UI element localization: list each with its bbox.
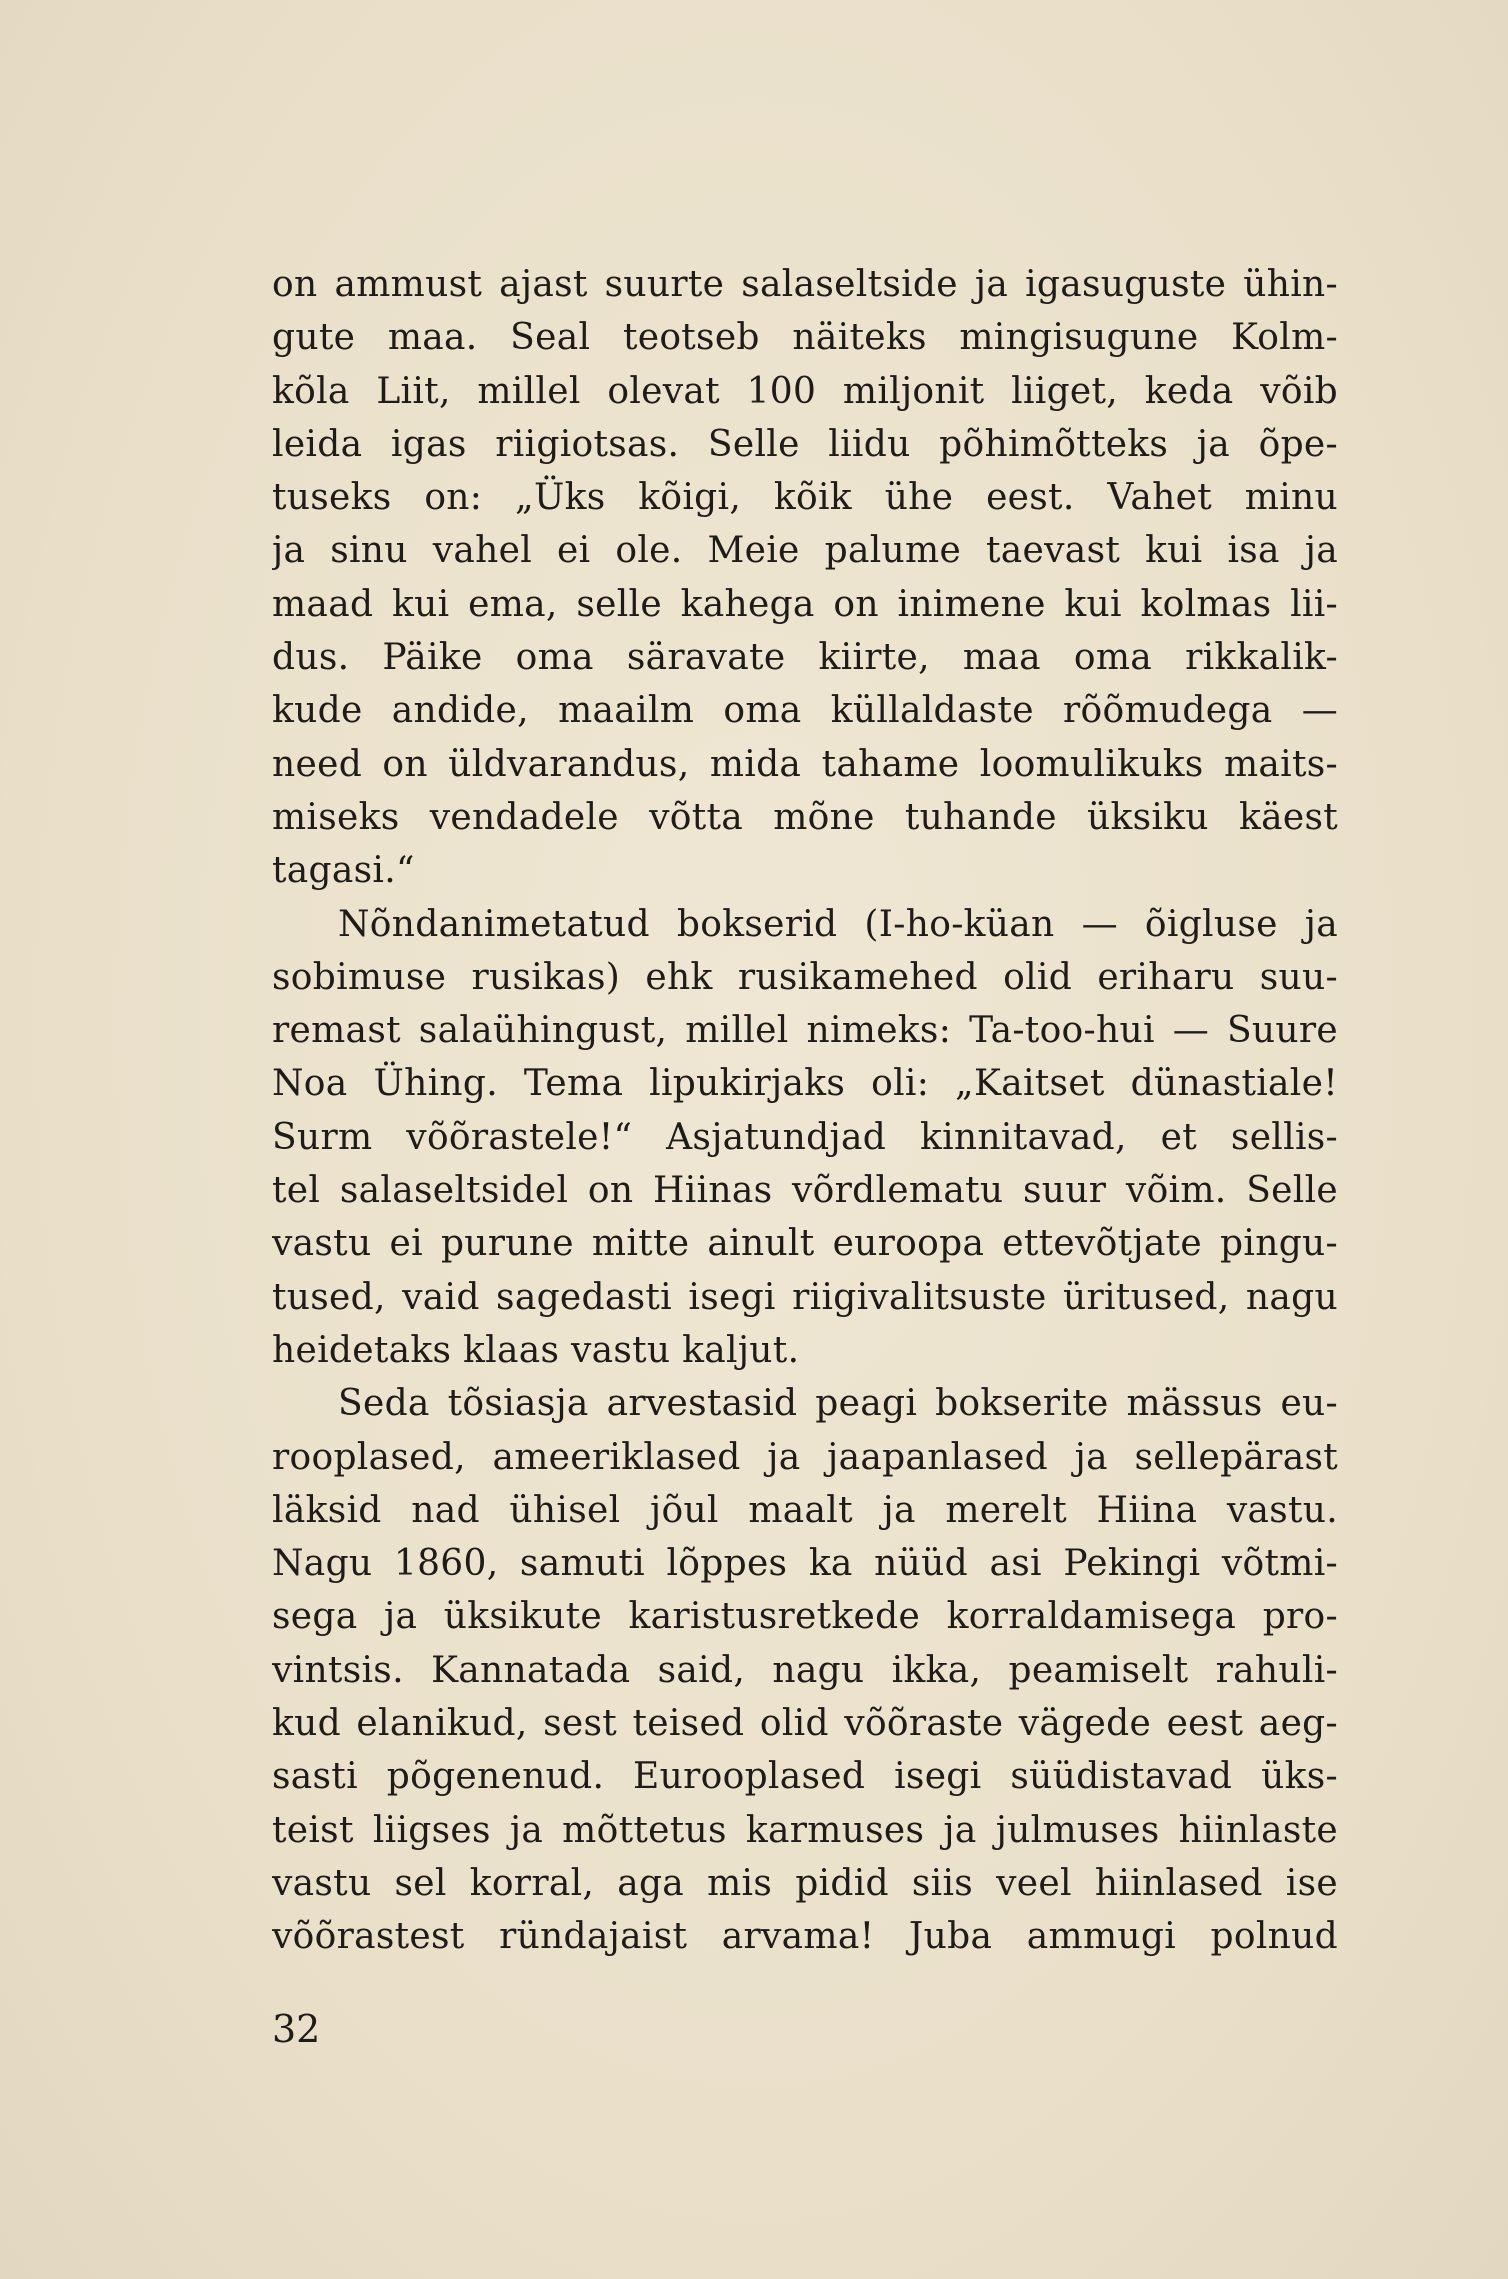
- text-line: kude andide, maailm oma küllaldaste rõõmudega —: [272, 690, 1338, 732]
- text-line: kud elanikud, sest teised olid võõraste vägede eest aeg-: [272, 1703, 1338, 1745]
- text-line: sasti põgenenud. Eurooplased isegi süüdistavad üks-: [272, 1756, 1338, 1798]
- text-line: tagasi.“: [272, 850, 415, 892]
- text-line: vastu sel korral, aga mis pidid siis veel hiinlased ise: [272, 1862, 1338, 1904]
- text-line: heidetaks klaas vastu kaljut.: [272, 1329, 800, 1371]
- text-line: need on üldvarandus, mida tahame loomulikuks maits-: [272, 743, 1338, 785]
- text-line: remast salaühingust, millel nimeks: Ta-too-hui — Suure: [272, 1010, 1338, 1052]
- text-line: sega ja üksikute karistusretkede korraldamisega pro-: [272, 1596, 1338, 1638]
- text-line: Nagu 1860, samuti lõppes ka nüüd asi Pekingi võtmi-: [272, 1543, 1338, 1585]
- body-text: [272, 258, 1338, 1964]
- text-line: ja sinu vahel ei ole. Meie palume taevast kui isa ja: [272, 530, 1338, 572]
- text-line: maad kui ema, selle kahega on inimene kui kolmas lii-: [272, 583, 1338, 625]
- text-line: rooplased, ameeriklased ja jaapanlased ja sellepärast: [272, 1436, 1338, 1478]
- text-line: gute maa. Seal teotseb näiteks mingisugune Kolm-: [272, 317, 1338, 359]
- text-line: on ammust ajast suurte salaseltside ja igasuguste ühin-: [272, 264, 1338, 305]
- text-line: sobimuse rusikas) ehk rusikamehed olid eriharu suu-: [272, 956, 1338, 998]
- text-line: teist liigses ja mõttetus karmuses ja julmuses hiinlaste: [272, 1809, 1338, 1851]
- text-line: läksid nad ühisel jõul maalt ja merelt Hiina vastu.: [272, 1489, 1338, 1531]
- text-line: vintsis. Kannatada said, nagu ikka, peamiselt rahuli-: [272, 1649, 1338, 1691]
- text-line: leida igas riigiotsas. Selle liidu põhimõtteks ja õpe-: [272, 423, 1338, 465]
- page-number: 32: [272, 2007, 321, 2051]
- text-line: tused, vaid sagedasti isegi riigivalitsuste üritused, nagu: [272, 1276, 1338, 1318]
- text-line: Noa Ühing. Tema lipukirjaks oli: „Kaitset dünastiale!: [272, 1063, 1338, 1105]
- text-line: kõla Liit, millel olevat 100 miljonit liiget, keda võib: [272, 370, 1338, 412]
- text-line: Seda tõsiasja arvestasid peagi bokserite mässus eu-: [338, 1383, 1338, 1425]
- text-line: Nõndanimetatud bokserid (I-ho-küan — õigluse ja: [338, 903, 1338, 945]
- text-line: Surm võõrastele!“ Asjatundjad kinnitavad, et sellis-: [272, 1116, 1338, 1158]
- text-line: tel salaseltsidel on Hiinas võrdlematu suur võim. Selle: [272, 1170, 1338, 1212]
- text-line: vastu ei purune mitte ainult euroopa ettevõtjate pingu-: [272, 1223, 1338, 1265]
- text-line: võõrastest ründajaist arvama! Juba ammugi polnud: [272, 1916, 1338, 1958]
- text-line: dus. Päike oma säravate kiirte, maa oma rikkalik-: [272, 637, 1338, 679]
- text-line: miseks vendadele võtta mõne tuhande üksiku käest: [272, 796, 1338, 838]
- text-line: tuseks on: „Üks kõigi, kõik ühe eest. Vahet minu: [272, 477, 1338, 519]
